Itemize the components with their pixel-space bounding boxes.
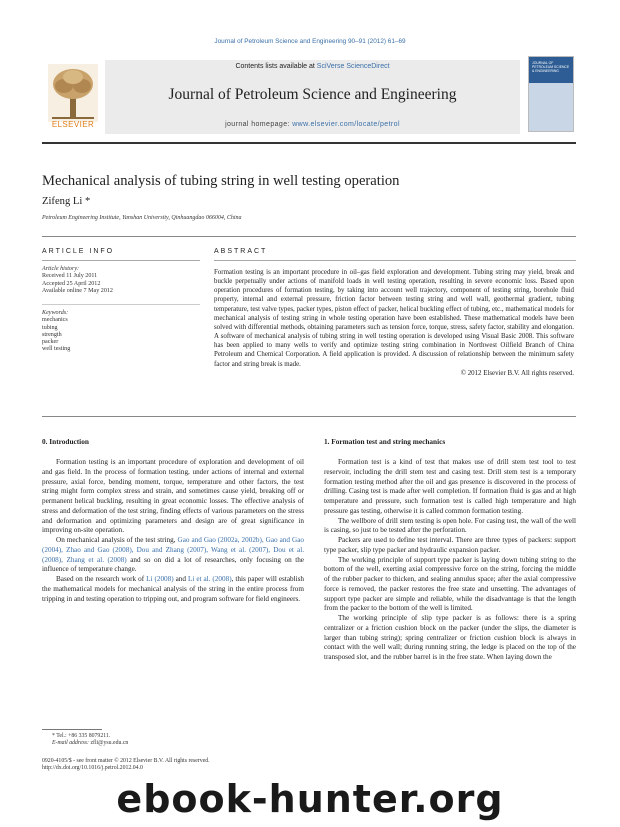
- keyword: packer: [42, 339, 59, 346]
- journal-title: Journal of Petroleum Science and Engineering: [168, 86, 457, 103]
- text: and so on did a lot of researches, only focusing on the influence of temperature change.: [42, 555, 304, 574]
- abstract-text: Formation testing is an important procedure in oil–gas field exploration and development. Tubing string may yield, break and buckle perpetually under actions of manifold loads in well testing operation, resulting in severe economic loss. Based upon operation procedures of formation testing, by taking into account well trajectory, component of testing string, borehole fluid property, internal and external pressure, friction factor between testing string and well wall, geothermal gradient, tubing temperature, test valve types, packer types, piston effect of packer, helical buckling effect of tubing, etc., mathematical models for mechanical analysis of testing string in whole testing operation have been established. These mathematical models have been solved with differential methods, obtaining parameters such as tension force, torque, stress, safety factor, stability and elongation. A software of mechanical analysis of tubing string in well testing operation is developed using Visual Basic 2008. This software has been applied to many wells to verify and optimize testing string combination in Northwest Oilfield Branch of China Petroleum and Chemical Corporation. A field application is provided. A discussion of relationship between the minimum safety factor and string break is made.: [214, 269, 574, 368]
- email-address[interactable]: zfli@ysu.edu.cn: [90, 740, 129, 747]
- homepage-link[interactable]: www.elsevier.com/locate/petrol: [292, 121, 400, 128]
- abstract-bottom-rule: [42, 416, 576, 417]
- reference-link[interactable]: Li et al. (2008): [187, 575, 232, 583]
- journal-citation[interactable]: Journal of Petroleum Science and Engineering 90–91 (2012) 61–69: [214, 38, 406, 45]
- elsevier-wordmark: ELSEVIER: [51, 120, 95, 129]
- paragraph: The working principle of slip type packer is as follows: there is a spring centralizer or a friction cushion block on the packer (under the slips, the diameter is larger than tubing string); spring centralizer or friction cushion block is always in contact with the well wall; during running string, the ledge is placed on the top of the transposed slot, and the rubber barrel is in the free state. When laying down the: [324, 614, 576, 661]
- article-history: [42, 266, 200, 295]
- abstract-body: [214, 268, 574, 378]
- journal-homepage: [105, 121, 520, 128]
- contents-prefix: Contents lists available at: [235, 63, 317, 70]
- issn-line: 0920-4105/$ - see front matter © 2012 Elsevier B.V. All rights reserved.: [42, 758, 210, 764]
- history-label: Article history:: [42, 266, 80, 272]
- doi-link[interactable]: http://dx.doi.org/10.1016/j.petrol.2012.04.0: [42, 765, 143, 772]
- elsevier-tree-logo: [42, 58, 104, 128]
- reference-link[interactable]: Li (2008): [146, 575, 174, 583]
- text: and: [173, 575, 188, 583]
- footnote: [52, 733, 302, 747]
- cover-body: [529, 83, 573, 131]
- paragraph: [42, 575, 304, 604]
- paragraph: [42, 536, 304, 575]
- keywords-label: Keywords:: [42, 310, 69, 316]
- affiliation: Petroleum Engineering Institute, Yanshan University, Qinhuangdao 066004, China: [42, 215, 242, 221]
- paragraph: Formation test is a kind of test that makes use of drill stem test tool to test reservoir, including the drill stem test and casing test. Drill stem test is a temporary formation testing method after the oil and gas presence is discovered in the process of drilling. Casing test is made after well completion. If formation fluid is gas and at high temperature and pressure, such formation test is called high temperature and high pressure gas testing, otherwise it is called common formation testing.: [324, 458, 576, 515]
- footnote-tel: * Tel.: +86 335 8079211.: [52, 733, 111, 739]
- keywords-block: [42, 310, 200, 354]
- text: Based on the research work of: [56, 575, 147, 583]
- abstract-rule: [214, 260, 576, 261]
- accepted-date: Accepted 25 April 2012: [42, 280, 101, 287]
- title-rule: [42, 236, 576, 237]
- article-title: Mechanical analysis of tubing string in well testing operation: [42, 173, 400, 189]
- paragraph: The working principle of support type packer is laying down tubing string to the bottom of the well, exerting axial compressive force on the string, forcing the middle of the rubber packer to thicken, and sealing annulus space; after the axial compressive force is removed, the packer restores the free state and unsetting. The advantages of support type packer are simple and reliable, while the disadvantage is that the length from the packer to the bottom of the well is limited.: [324, 555, 576, 613]
- abstract-copyright: © 2012 Elsevier B.V. All rights reserved.: [460, 369, 574, 377]
- paragraph: The wellbore of drill stem testing is open hole. For casing test, the wall of the well is casing, so just to be tested after the perforation.: [324, 516, 576, 535]
- header-rule: [42, 142, 576, 144]
- article-info-rule: [42, 260, 200, 261]
- history-rule: [42, 304, 200, 305]
- text: , this paper will establish the mathematical models for mechanical analysis of the string in the entire process from tripping in and testing operation to tripping out, and program software for field engineers.: [42, 575, 304, 603]
- journal-cover: [528, 56, 574, 132]
- author-mark: *: [82, 196, 91, 207]
- footnote-rule: [42, 729, 102, 730]
- watermark-text: ebook-hunter.org: [116, 777, 504, 821]
- keyword: strength: [42, 331, 62, 338]
- keyword: mechanics: [42, 317, 68, 324]
- email-label: E-mail address:: [52, 740, 91, 747]
- paragraph: Formation testing is an important procedure of exploration and development of oil and gas field. In the process of formation testing, under actions of internal and external pressure, axial force, bending moment, torque, temperature and other factors, the test string might form complex stress and strain, and sometimes cause yield, breaking off or permanent helical buckling, resulting in great economic losses. The effective analysis of stress and deformation of the test string, finding effects of various parameters on the stress and deformation and optimizing parameters and design are of great significance in improving on-site operation.: [42, 458, 304, 535]
- online-date: Available online 7 May 2012: [42, 287, 113, 294]
- section-0-heading: 0. Introduction: [42, 437, 89, 446]
- author-line: [42, 196, 90, 207]
- keyword: well testing: [42, 346, 71, 353]
- reference-link[interactable]: Gao and Gao (2002a, 2002b), Gao and Gao (2004), Zhao and Gao (2008), Dou and Zhang (2007), Wang et al. (2007), Dou et al. (2008), Zhang et al. (2008): [42, 536, 304, 564]
- keyword: tubing: [42, 324, 58, 331]
- sciencedirect-link[interactable]: SciVerse ScienceDirect: [316, 63, 390, 70]
- section-1-body: [324, 458, 576, 663]
- section-0-body: [42, 458, 304, 604]
- contents-line: [105, 63, 520, 70]
- homepage-prefix: journal homepage:: [225, 121, 293, 128]
- section-1-heading: 1. Formation test and string mechanics: [324, 437, 446, 446]
- author-name[interactable]: Zifeng Li: [42, 196, 83, 207]
- footnote-email-line: [52, 740, 302, 747]
- front-matter: [42, 758, 302, 772]
- cover-title: JOURNAL OF PETROLEUM SCIENCE & ENGINEERING: [532, 61, 570, 73]
- abstract-heading: ABSTRACT: [214, 248, 268, 255]
- paragraph: Packers are used to define test interval. There are three types of packers: support type packer, slip type packer and hydraulic expansion packer.: [324, 536, 576, 554]
- received-date: Received 11 July 2011: [42, 273, 98, 280]
- text: On mechanical analysis of the test string,: [56, 536, 178, 544]
- article-info-heading: ARTICLE INFO: [42, 248, 115, 255]
